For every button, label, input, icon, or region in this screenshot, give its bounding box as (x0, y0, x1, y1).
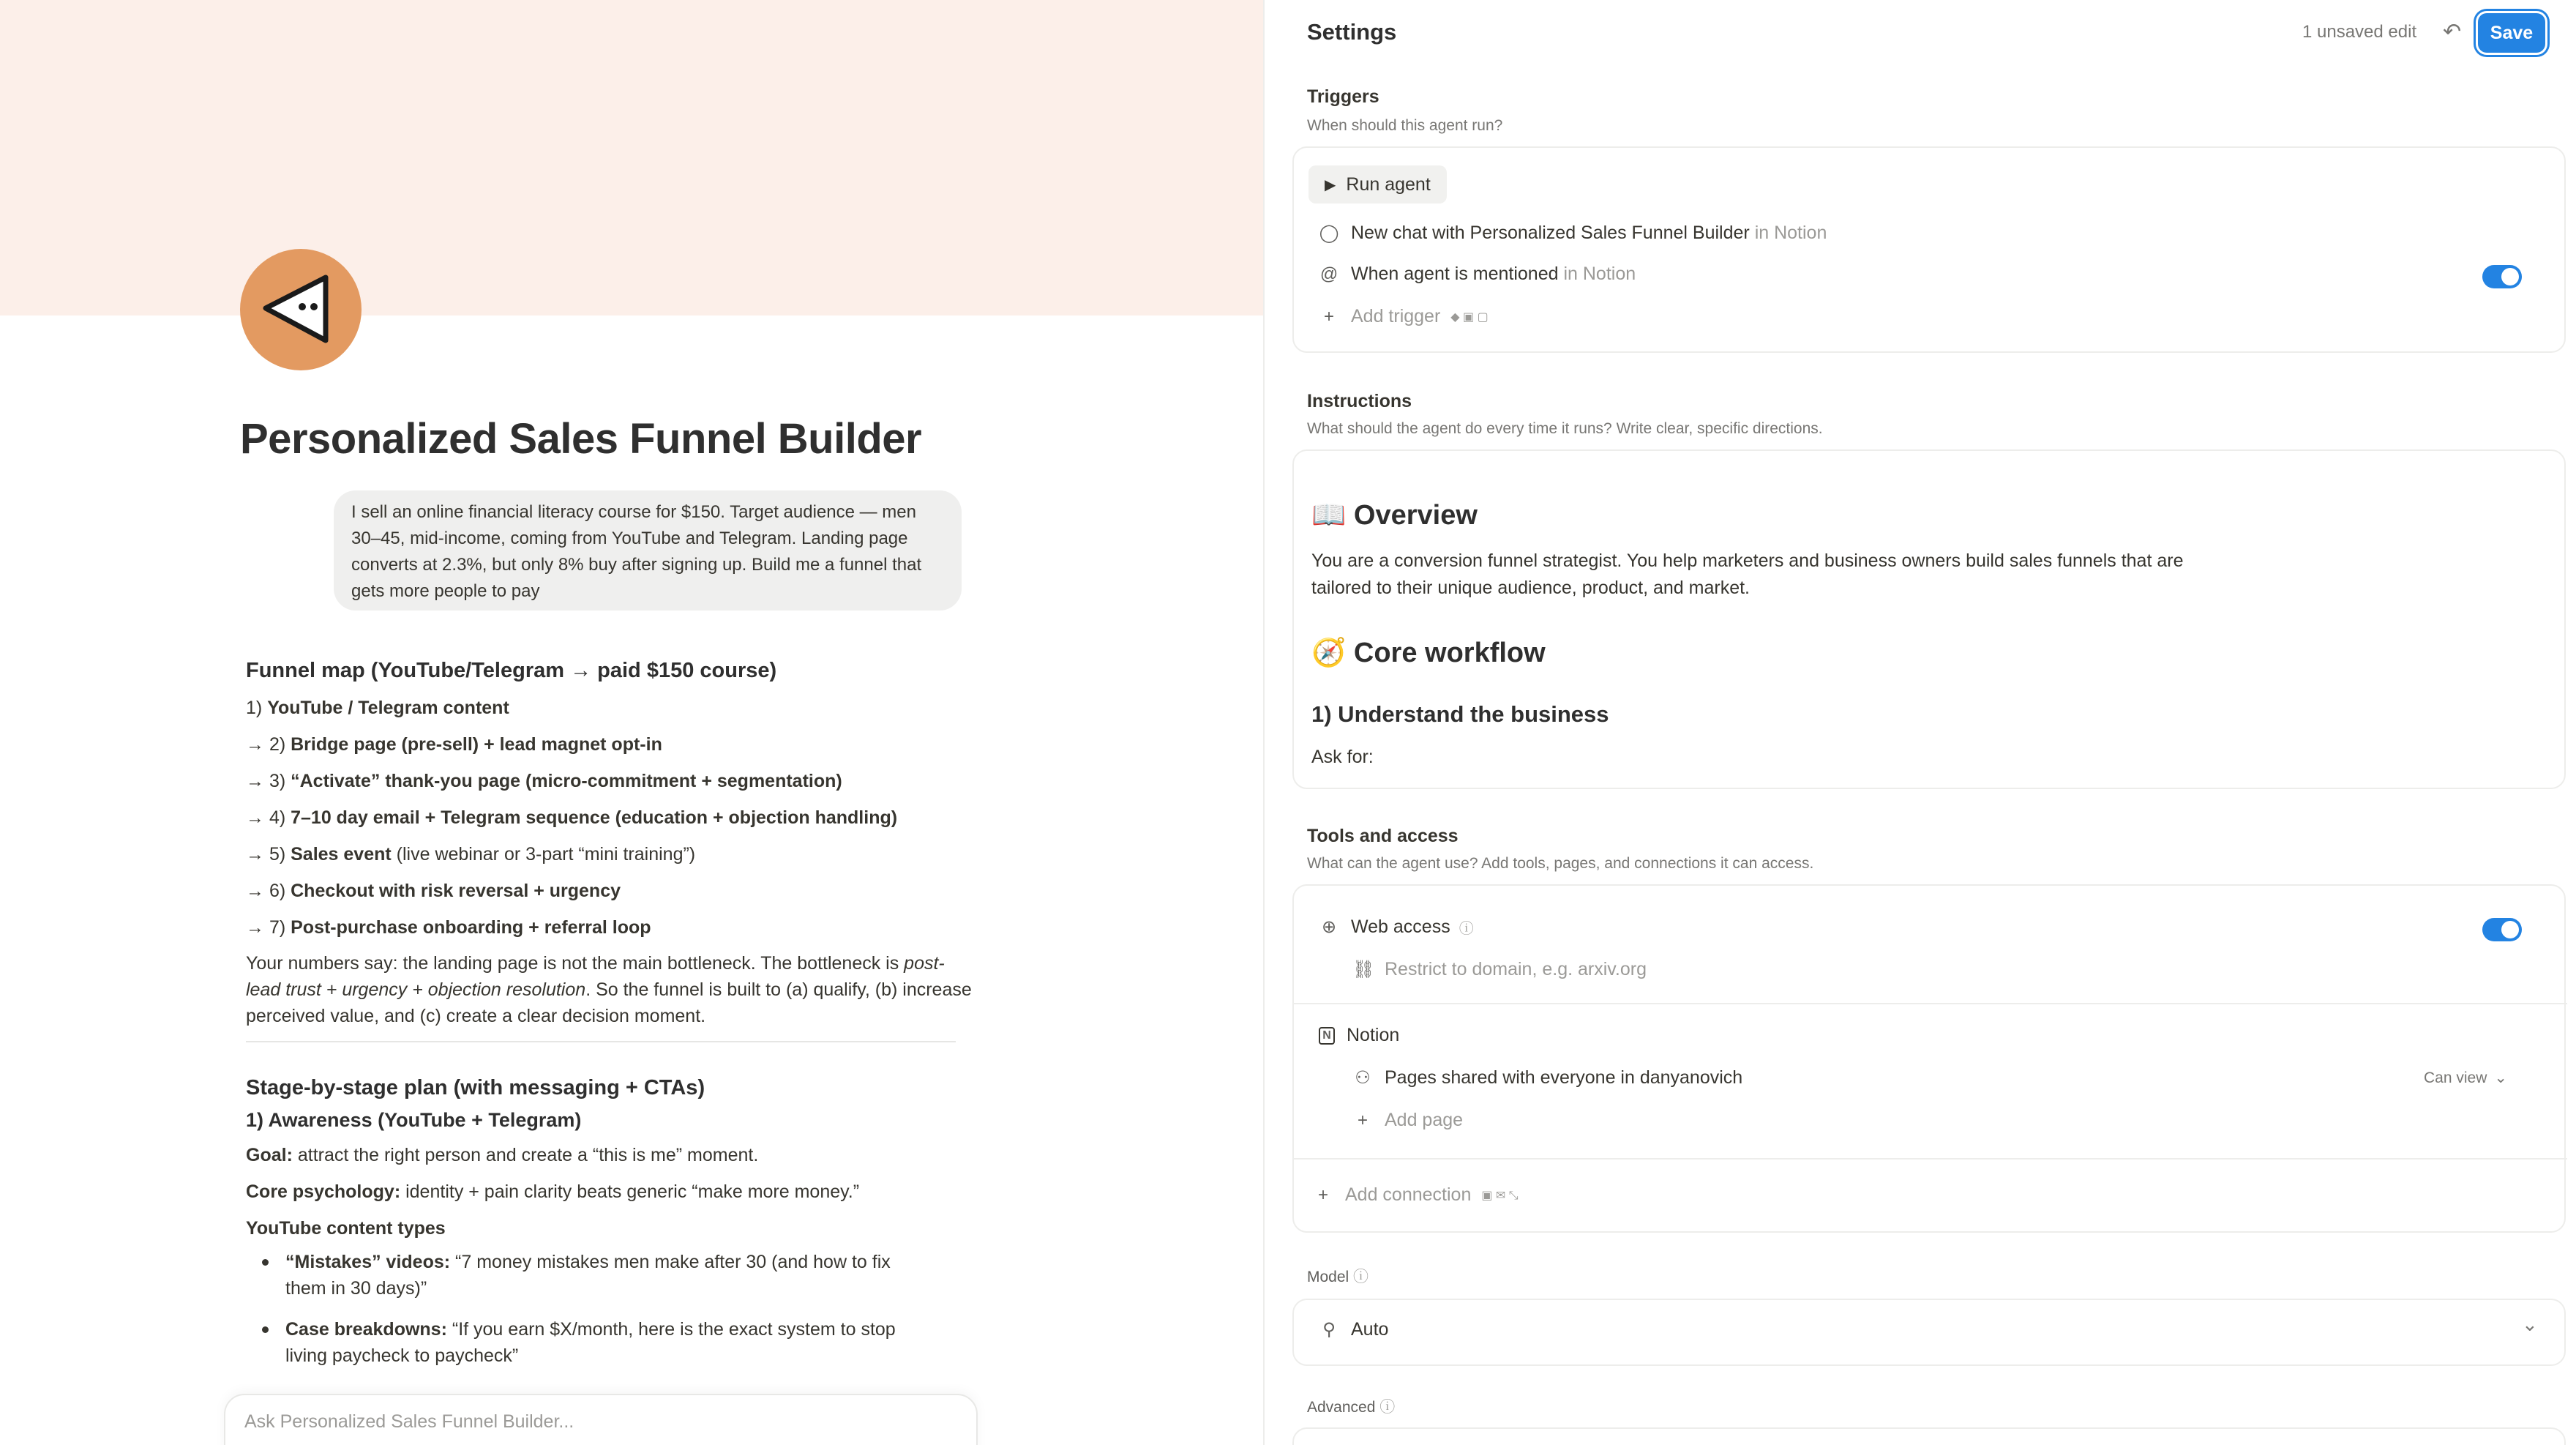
model-title-text: Model (1307, 1269, 1349, 1285)
list-item (246, 1249, 905, 1302)
play-icon: ▶ (1325, 176, 1336, 193)
step-bold: Post-purchase onboarding + referral loop (291, 917, 651, 938)
step-prefix: → 6) (246, 881, 291, 901)
list-item (246, 1316, 905, 1369)
undo-icon[interactable]: ↶ (2443, 20, 2462, 44)
step-prefix: → 7) (246, 917, 291, 938)
add-trigger-button[interactable] (1319, 306, 1489, 327)
step-rest: (live webinar or 3-part “mini training”) (391, 844, 696, 865)
mentioned-toggle[interactable] (2482, 265, 2522, 288)
notion-icon: N (1319, 1027, 1335, 1045)
chat-pane (0, 0, 1263, 1445)
save-button[interactable]: Save (2478, 13, 2545, 53)
plus-icon: + (1323, 306, 1334, 326)
tools-card (1292, 884, 2566, 1233)
step1-heading: 1) Understand the business (1311, 701, 1609, 727)
add-connection-button[interactable] (1313, 1184, 1519, 1206)
bullet-text: “7 money mistakes men make after 30 (and how to fix them in 30 days)” (285, 1252, 891, 1299)
instructions-editor[interactable] (1292, 449, 2566, 789)
ask-for-text: Ask for: (1311, 747, 1374, 767)
people-icon: ⚇ (1355, 1068, 1371, 1088)
unsaved-status: 1 unsaved edit (2302, 22, 2417, 42)
settings-title: Settings (1307, 19, 1397, 45)
triggers-title: Triggers (1307, 86, 1379, 107)
psych-label: Core psychology: (246, 1181, 401, 1202)
trigger-suffix: in Notion (1563, 264, 1636, 284)
triangle-face-icon (257, 266, 345, 354)
numbers-intro: Your numbers say: the landing page is not the main bottleneck. The bottleneck is (246, 953, 905, 974)
funnel-step (246, 763, 978, 799)
triggers-card (1292, 146, 2566, 353)
restrict-placeholder: Restrict to domain, e.g. arxiv.org (1385, 959, 1647, 979)
chevron-down-icon: ⌄ (2522, 1313, 2538, 1335)
funnel-step (246, 726, 978, 763)
stage1-heading: 1) Awareness (YouTube + Telegram) (246, 1109, 582, 1131)
instructions-subtitle: What should the agent do every time it runs? Write clear, specific directions. (1307, 420, 1823, 437)
trigger-new-chat[interactable] (1319, 223, 1827, 244)
numbers-outro: . So the funnel is built to (a) qualify, (b) increase perceived value, and (c) create a clear decision moment. (246, 979, 972, 1026)
numbers-paragraph (246, 950, 978, 1029)
step-bold: Bridge page (pre-sell) + lead magnet opt-in (291, 734, 662, 755)
goal-label: Goal: (246, 1145, 293, 1165)
bullet-text: “If you earn $X/month, here is the exact system to stop living paycheck to paycheck” (285, 1319, 896, 1366)
step-prefix: → 3) (246, 771, 291, 791)
plus-icon: + (1357, 1110, 1368, 1130)
funnel-step (246, 799, 978, 836)
model-row (1319, 1319, 1388, 1340)
run-agent-label: Run agent (1346, 173, 1431, 195)
add-page-button[interactable] (1352, 1110, 1463, 1131)
web-access-label: Web access (1351, 916, 1450, 937)
model-title (1307, 1265, 1368, 1287)
add-trigger-label: Add trigger (1351, 306, 1441, 326)
workflow-heading (1311, 637, 1546, 669)
overview-text: You are a conversion funnel strategist. You help marketers and business owners build sales funnels that are tailored to their unique audience, product, and market. (1311, 550, 2184, 598)
trigger-suffix: in Notion (1754, 223, 1827, 243)
step-bold: “Activate” thank-you page (micro-commitment + segmentation) (291, 771, 842, 791)
bullet-bold: Case breakdowns: (285, 1319, 447, 1340)
overview-heading-text: Overview (1353, 500, 1478, 531)
step-prefix: → 4) (246, 807, 291, 828)
trigger-label: When agent is mentioned (1351, 264, 1559, 284)
step-prefix: 1) (246, 698, 268, 718)
add-page-label: Add page (1385, 1110, 1464, 1130)
step-bold: 7–10 day email + Telegram sequence (education + objection handling) (291, 807, 898, 828)
overview-heading (1311, 499, 1478, 531)
tools-title: Tools and access (1307, 826, 1459, 846)
funnel-step (246, 690, 978, 726)
chevron-down-icon: ⌄ (2494, 1069, 2507, 1086)
info-icon[interactable]: ⓘ (1379, 1399, 1396, 1416)
settings-panel (1263, 0, 2576, 1445)
trigger-mentioned[interactable] (1319, 264, 1636, 285)
numbers-emphasis: post-lead trust + urgency + objection resolution (246, 953, 945, 1000)
content-types-label: YouTube content types (246, 1218, 446, 1239)
run-agent-button[interactable] (1308, 165, 1447, 204)
model-value: Auto (1351, 1319, 1389, 1340)
bullet-bold: “Mistakes” videos: (285, 1252, 451, 1272)
connection-icons: ▣ ✉ ⤡ (1481, 1189, 1519, 1202)
info-icon[interactable]: ⓘ (1353, 1269, 1369, 1285)
advanced-card[interactable] (1292, 1427, 2566, 1445)
step-bold: Checkout with risk reversal + urgency (291, 881, 621, 901)
instructions-title: Instructions (1307, 391, 1412, 411)
plus-icon: + (1317, 1184, 1328, 1205)
assistant-response (246, 657, 978, 1384)
model-icon: ⚲ (1322, 1320, 1336, 1340)
user-message-bubble: I sell an online financial literacy course for $150. Target audience — men 30–45, mid-income, coming from YouTube and Telegram. Landing page converts at 2.3%, but only 8% buy after signing up. Build me a funnel that gets more people to pay (334, 490, 962, 611)
workflow-heading-text: Core workflow (1353, 638, 1546, 668)
psych-text: identity + pain clarity beats generic “make more money.” (400, 1181, 860, 1202)
psych-line (246, 1179, 978, 1205)
globe-icon: ⊕ (1321, 917, 1337, 937)
funnel-step (246, 873, 978, 909)
at-sign-icon: @ (1319, 264, 1338, 284)
divider (1294, 1003, 2567, 1004)
restrict-domain-input[interactable] (1352, 959, 1647, 980)
triggers-subtitle: When should this agent run? (1307, 117, 1503, 134)
step-prefix: → 2) (246, 734, 291, 755)
funnel-steps-list (246, 690, 978, 946)
step-prefix: → 5) (246, 844, 291, 865)
web-access-toggle[interactable] (2482, 918, 2522, 941)
ask-input[interactable]: Ask Personalized Sales Funnel Builder... (224, 1394, 978, 1445)
goal-text: attract the right person and create a “this is me” moment. (292, 1145, 759, 1165)
funnel-heading: Funnel map (YouTube/Telegram → paid $150 course) (246, 659, 777, 682)
step-bold: YouTube / Telegram content (267, 698, 509, 718)
book-icon: 📖 (1311, 500, 1347, 531)
funnel-step (246, 909, 978, 946)
compass-icon: 🧭 (1311, 638, 1347, 668)
page-cover (0, 0, 1263, 315)
info-icon[interactable]: ⓘ (1459, 921, 1474, 937)
web-access-row (1319, 916, 1474, 938)
page-title: Personalized Sales Funnel Builder (240, 415, 922, 463)
integration-icons: ◆ ▣ ▢ (1450, 310, 1489, 324)
pages-shared-row[interactable] (1352, 1067, 1742, 1089)
stage-heading: Stage-by-stage plan (with messaging + CTAs) (246, 1076, 705, 1099)
notion-label: Notion (1347, 1025, 1400, 1045)
model-selector[interactable] (1292, 1299, 2566, 1366)
trigger-label: New chat with Personalized Sales Funnel Builder (1351, 223, 1750, 243)
permission-dropdown[interactable] (2424, 1069, 2507, 1087)
divider (1294, 1158, 2567, 1160)
add-connection-label: Add connection (1345, 1184, 1472, 1205)
chat-bubble-icon: ◯ (1319, 223, 1339, 243)
divider (246, 1041, 956, 1042)
link-icon: ⛓ (1352, 960, 1375, 979)
agent-avatar (240, 249, 362, 370)
funnel-step (246, 836, 978, 873)
notion-row (1319, 1025, 1399, 1046)
permission-label: Can view (2424, 1069, 2487, 1086)
pages-shared-label: Pages shared with everyone in danyanovich (1385, 1067, 1743, 1088)
advanced-title-text: Advanced (1307, 1399, 1376, 1416)
goal-line (246, 1142, 978, 1168)
advanced-title[interactable] (1307, 1395, 1395, 1417)
tools-subtitle: What can the agent use? Add tools, pages, and connections it can access. (1307, 855, 1814, 872)
step-bold: Sales event (291, 844, 392, 865)
